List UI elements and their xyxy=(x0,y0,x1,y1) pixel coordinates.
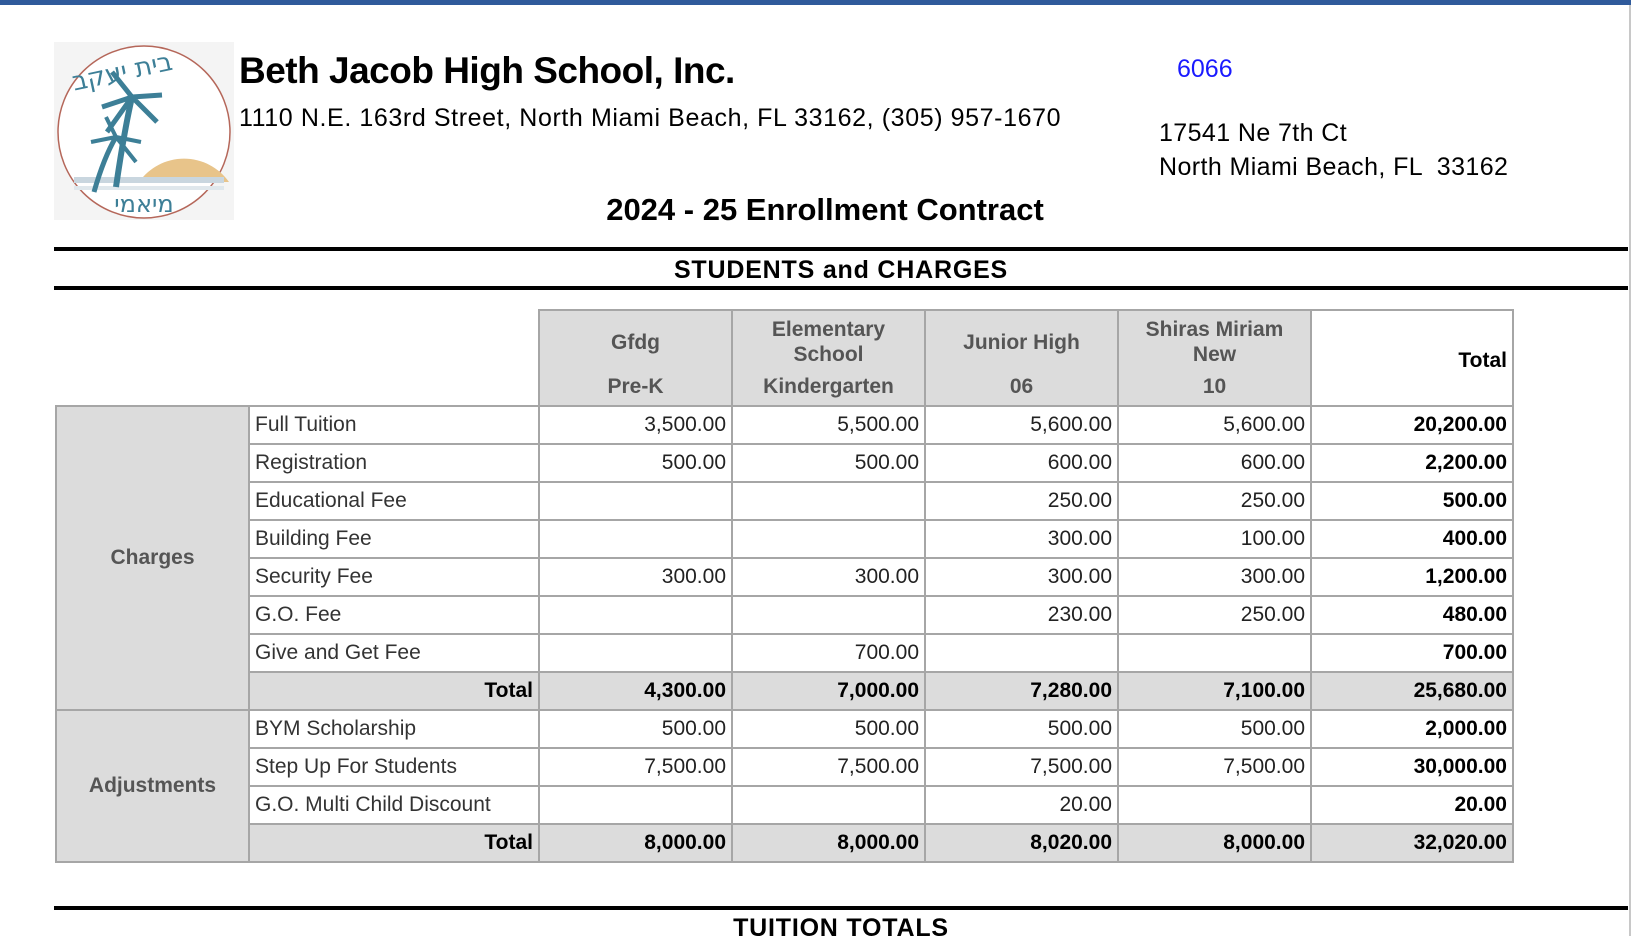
amount-cell xyxy=(732,482,925,520)
amount-cell: 5,500.00 xyxy=(732,406,925,444)
amount-cell: 500.00 xyxy=(1118,710,1311,748)
row-total: 2,000.00 xyxy=(1311,710,1513,748)
amount-cell: 100.00 xyxy=(1118,520,1311,558)
amount-cell xyxy=(732,786,925,824)
total-cell: 8,000.00 xyxy=(732,824,925,862)
family-address xyxy=(1159,116,1508,184)
table-row xyxy=(56,596,1513,634)
student-column-header xyxy=(1118,310,1311,406)
row-total: 1,200.00 xyxy=(1311,558,1513,596)
row-label: G.O. Multi Child Discount xyxy=(249,786,539,824)
row-label: Step Up For Students xyxy=(249,748,539,786)
amount-cell: 5,600.00 xyxy=(925,406,1118,444)
amount-cell: 7,500.00 xyxy=(925,748,1118,786)
total-cell: 7,100.00 xyxy=(1118,672,1311,710)
amount-cell: 500.00 xyxy=(539,444,732,482)
student-name: Gfdg xyxy=(611,330,660,354)
amount-cell: 230.00 xyxy=(925,596,1118,634)
amount-cell: 300.00 xyxy=(1118,558,1311,596)
amount-cell: 700.00 xyxy=(732,634,925,672)
total-cell: 8,000.00 xyxy=(539,824,732,862)
family-address-line2: North Miami Beach, FL 33162 xyxy=(1159,153,1509,181)
table-row xyxy=(56,558,1513,596)
student-name: Shiras Miriam New xyxy=(1145,318,1284,366)
grand-total: 32,020.00 xyxy=(1311,824,1513,862)
student-column-header xyxy=(925,310,1118,406)
row-total: 500.00 xyxy=(1311,482,1513,520)
row-total: 20.00 xyxy=(1311,786,1513,824)
logo-text-bottom: מיאמי xyxy=(114,190,174,218)
amount-cell: 500.00 xyxy=(732,710,925,748)
amount-cell: 20.00 xyxy=(925,786,1118,824)
amount-cell xyxy=(925,634,1118,672)
total-cell: 8,000.00 xyxy=(1118,824,1311,862)
amount-cell xyxy=(1118,634,1311,672)
logo-text-top: בית יעקב xyxy=(69,46,176,98)
student-grade: 06 xyxy=(1009,375,1034,398)
table-row xyxy=(56,748,1513,786)
row-label: G.O. Fee xyxy=(249,596,539,634)
row-label: Educational Fee xyxy=(249,482,539,520)
amount-cell: 7,500.00 xyxy=(1118,748,1311,786)
grand-total: 25,680.00 xyxy=(1311,672,1513,710)
family-address-line1: 17541 Ne 7th Ct xyxy=(1159,119,1348,147)
table-row xyxy=(56,634,1513,672)
student-grade: Kindergarten xyxy=(763,375,894,398)
table-row xyxy=(56,786,1513,824)
amount-cell xyxy=(539,786,732,824)
amount-cell: 250.00 xyxy=(1118,596,1311,634)
row-total: 700.00 xyxy=(1311,634,1513,672)
amount-cell: 600.00 xyxy=(1118,444,1311,482)
amount-cell: 500.00 xyxy=(925,710,1118,748)
student-grade: Pre-K xyxy=(607,375,664,398)
category-adjustments: Adjustments xyxy=(56,710,249,862)
amount-cell: 3,500.00 xyxy=(539,406,732,444)
charges-table xyxy=(55,309,1514,863)
student-grade: 10 xyxy=(1202,375,1227,398)
total-cell: 7,000.00 xyxy=(732,672,925,710)
total-cell: 8,020.00 xyxy=(925,824,1118,862)
table-row xyxy=(56,520,1513,558)
row-label: BYM Scholarship xyxy=(249,710,539,748)
school-address: 1110 N.E. 163rd Street, North Miami Beach, FL 33162, (305) 957-1670 xyxy=(239,104,1062,132)
amount-cell: 7,500.00 xyxy=(732,748,925,786)
row-label: Full Tuition xyxy=(249,406,539,444)
school-name: Beth Jacob High School, Inc. xyxy=(239,50,735,91)
contract-title: 2024 - 25 Enrollment Contract xyxy=(606,192,1044,227)
amount-cell xyxy=(539,482,732,520)
amount-cell xyxy=(732,520,925,558)
row-total: 480.00 xyxy=(1311,596,1513,634)
student-name: Junior High xyxy=(963,330,1080,354)
account-number-link[interactable]: 6066 xyxy=(1177,55,1233,83)
amount-cell: 300.00 xyxy=(925,520,1118,558)
total-label: Total xyxy=(249,824,539,862)
category-charges: Charges xyxy=(56,406,249,710)
section-title-tuition-totals: TUITION TOTALS xyxy=(733,914,949,942)
total-row xyxy=(56,824,1513,862)
total-label: Total xyxy=(249,672,539,710)
table-row xyxy=(56,710,1513,748)
row-total: 30,000.00 xyxy=(1311,748,1513,786)
row-total: 2,200.00 xyxy=(1311,444,1513,482)
row-total: 20,200.00 xyxy=(1311,406,1513,444)
student-column-header xyxy=(539,310,732,406)
amount-cell: 500.00 xyxy=(732,444,925,482)
amount-cell: 600.00 xyxy=(925,444,1118,482)
student-name: Elementary School xyxy=(771,318,886,366)
student-column-header xyxy=(732,310,925,406)
divider xyxy=(54,247,1628,251)
amount-cell: 250.00 xyxy=(1118,482,1311,520)
amount-cell: 300.00 xyxy=(732,558,925,596)
total-cell: 7,280.00 xyxy=(925,672,1118,710)
row-label: Give and Get Fee xyxy=(249,634,539,672)
amount-cell xyxy=(1118,786,1311,824)
total-cell: 4,300.00 xyxy=(539,672,732,710)
row-total: 400.00 xyxy=(1311,520,1513,558)
row-label: Building Fee xyxy=(249,520,539,558)
table-row xyxy=(56,406,1513,444)
amount-cell xyxy=(539,520,732,558)
amount-cell xyxy=(539,596,732,634)
divider xyxy=(54,286,1628,290)
table-row xyxy=(56,482,1513,520)
amount-cell xyxy=(539,634,732,672)
top-accent-bar xyxy=(0,0,1631,5)
amount-cell: 500.00 xyxy=(539,710,732,748)
amount-cell: 250.00 xyxy=(925,482,1118,520)
amount-cell: 5,600.00 xyxy=(1118,406,1311,444)
amount-cell: 7,500.00 xyxy=(539,748,732,786)
total-row xyxy=(56,672,1513,710)
table-row xyxy=(56,444,1513,482)
section-title-students-charges: STUDENTS and CHARGES xyxy=(673,256,1009,284)
amount-cell: 300.00 xyxy=(539,558,732,596)
amount-cell xyxy=(732,596,925,634)
divider xyxy=(54,906,1628,910)
header-blank xyxy=(56,310,539,406)
total-column-header: Total xyxy=(1311,310,1513,406)
amount-cell: 300.00 xyxy=(925,558,1118,596)
row-label: Security Fee xyxy=(249,558,539,596)
row-label: Registration xyxy=(249,444,539,482)
table-header-row xyxy=(56,310,1513,406)
